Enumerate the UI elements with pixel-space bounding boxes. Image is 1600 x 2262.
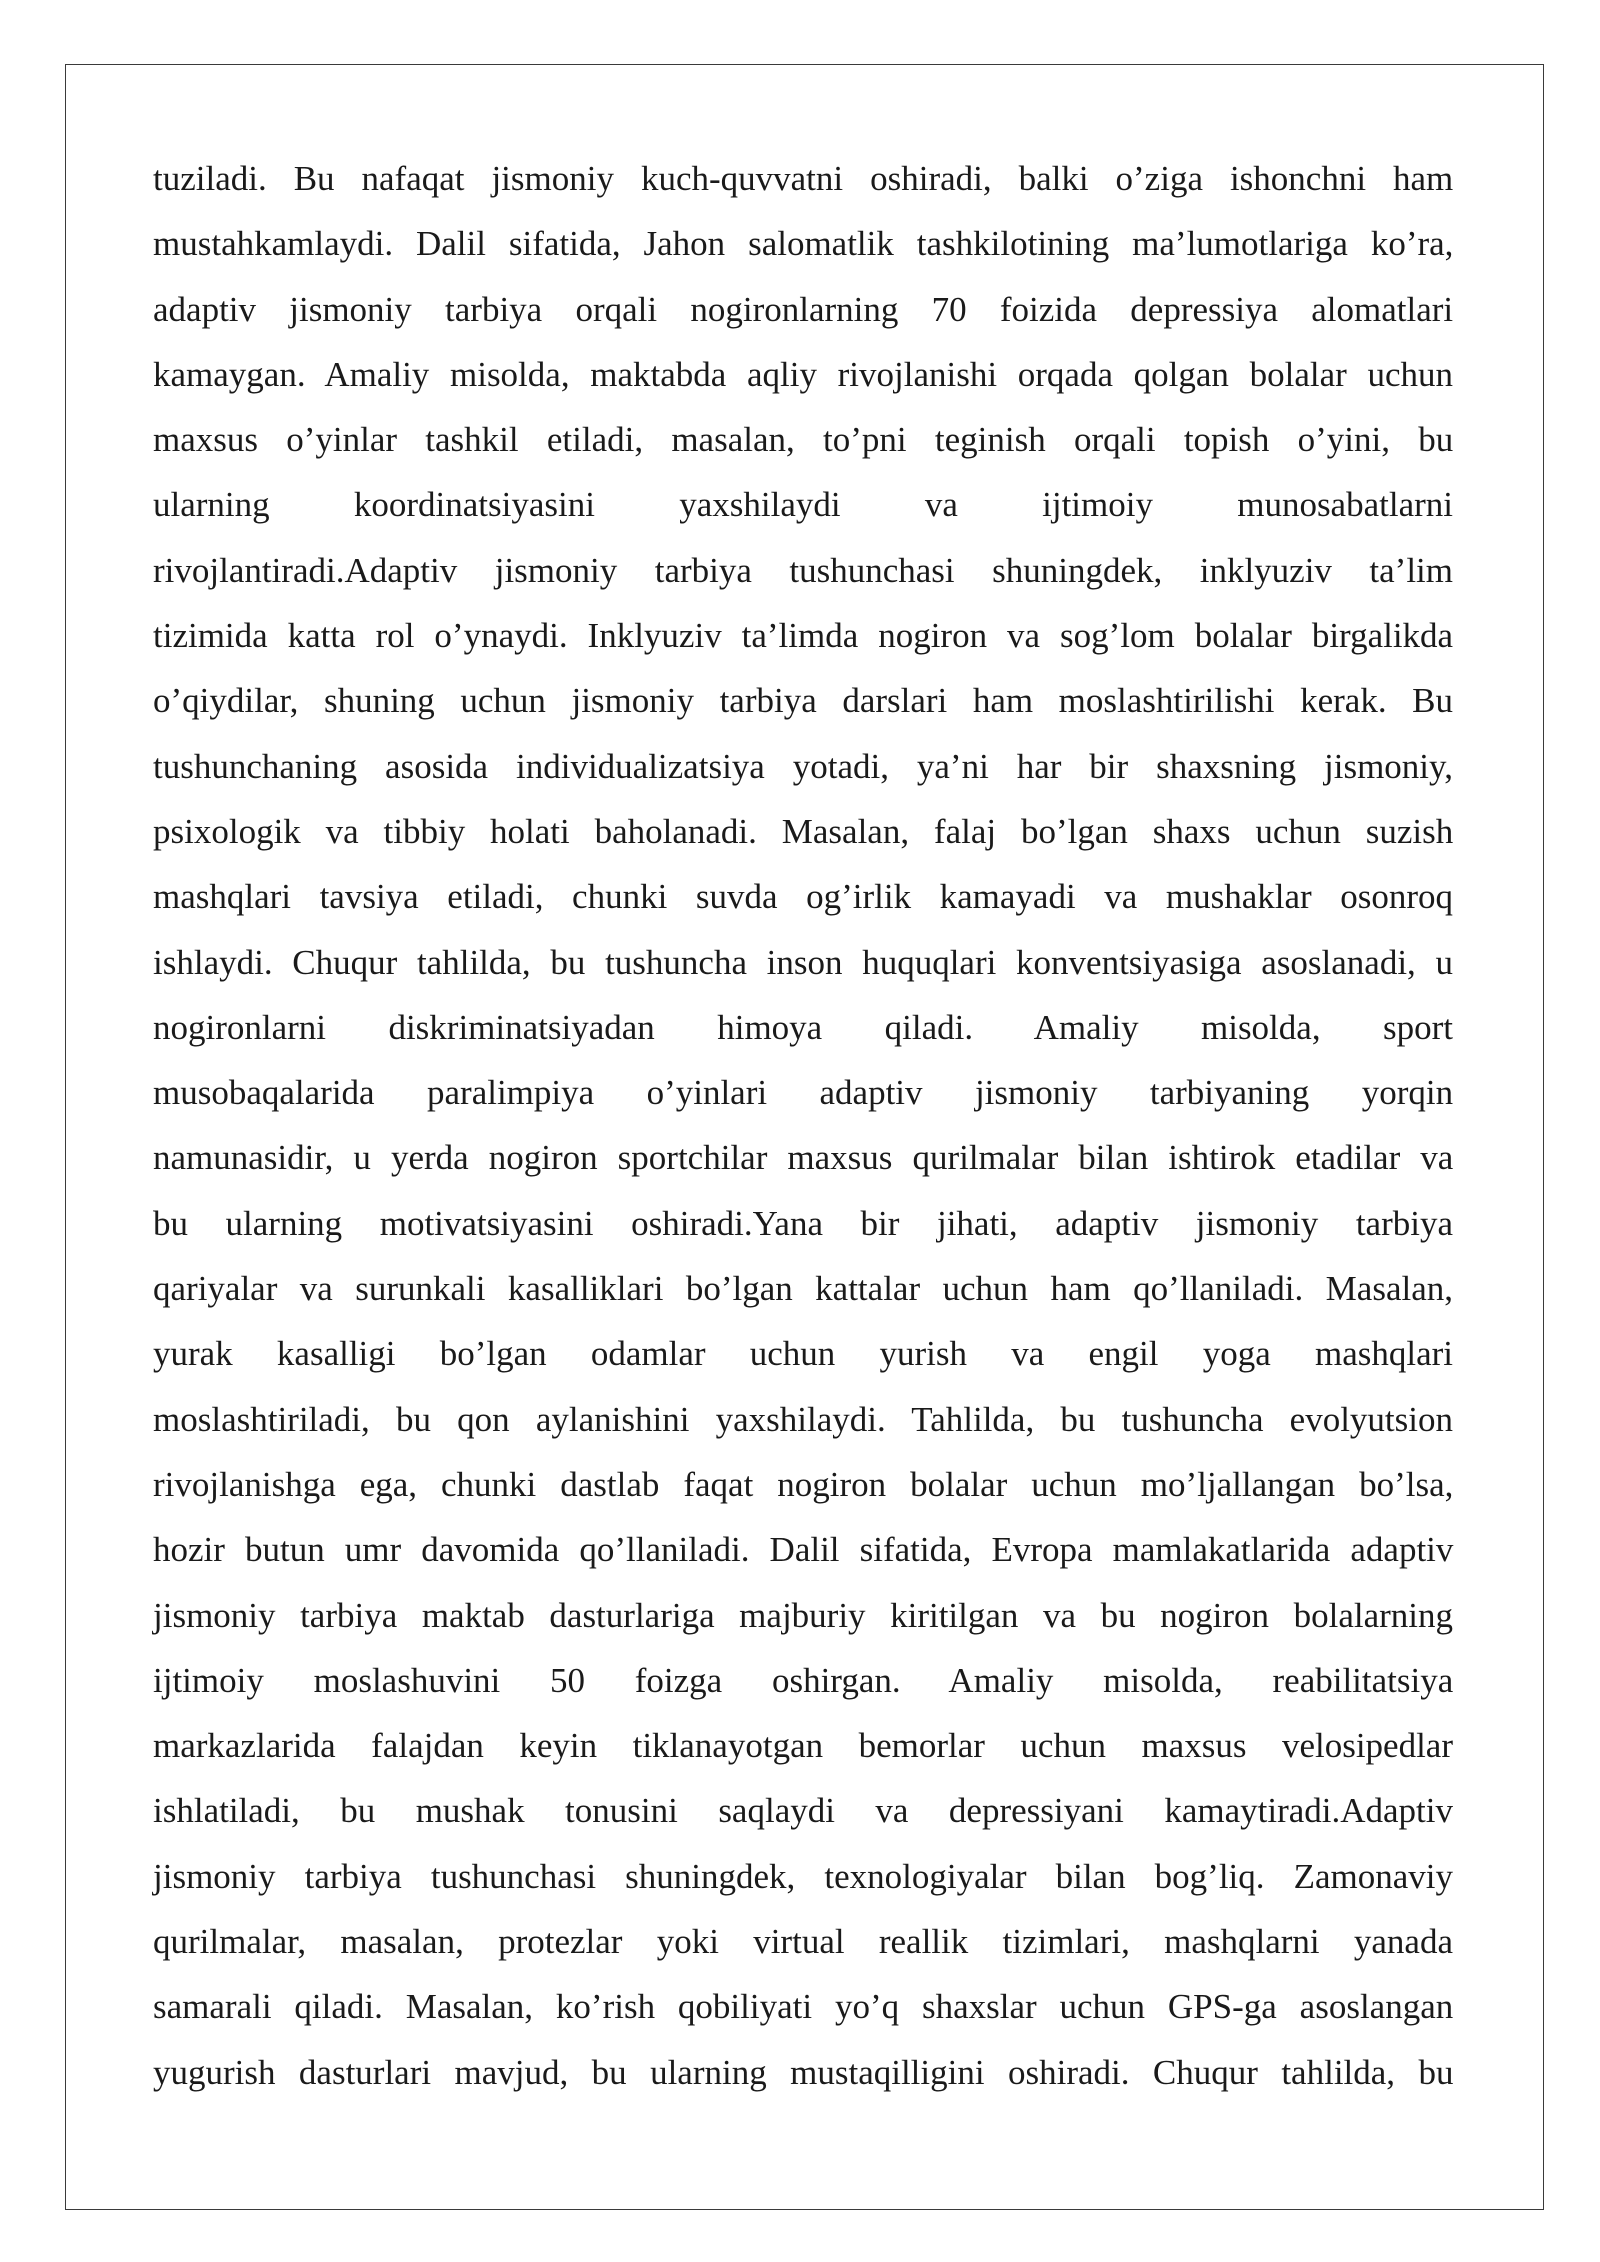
- text-line: yugurish dasturlari mavjud, bu ularning mustaqilligini oshiradi. Chuqur tahlilda, bu: [153, 2052, 1454, 2092]
- text-line: rivojlanishga ega, chunki dastlab faqat nogiron bolalar uchun mo’ljallangan bo’lsa,: [153, 1464, 1454, 1504]
- text-line: mustahkamlaydi. Dalil sifatida, Jahon salomatlik tashkilotining ma’lumotlariga ko’ra,: [153, 224, 1454, 264]
- text-line: psixologik va tibbiy holati baholanadi. Masalan, falaj bo’lgan shaxs uchun suzish: [153, 811, 1454, 851]
- text-line: musobaqalarida paralimpiya o’yinlari adaptiv jismoniy tarbiyaning yorqin: [153, 1073, 1454, 1113]
- text-line: jismoniy tarbiya maktab dasturlariga majburiy kiritilgan va bu nogiron bolalarning: [153, 1595, 1453, 1635]
- text-line: adaptiv jismoniy tarbiya orqali nogironlarning 70 foizida depressiya alomatlari: [153, 289, 1454, 329]
- text-line: mashqlari tavsiya etiladi, chunki suvda og’irlik kamayadi va mushaklar osonroq: [153, 877, 1453, 917]
- text-line: qurilmalar, masalan, protezlar yoki virtual reallik tizimlari, mashqlarni yanada: [153, 1922, 1453, 1962]
- text-line: bu ularning motivatsiyasini oshiradi.Yana bir jihati, adaptiv jismoniy tarbiya: [153, 1203, 1453, 1243]
- text-line: rivojlantiradi.Adaptiv jismoniy tarbiya tushunchasi shuningdek, inklyuziv ta’lim: [153, 550, 1453, 590]
- text-line: samarali qiladi. Masalan, ko’rish qobiliyati yo’q shaxslar uchun GPS-ga asoslangan: [153, 1987, 1454, 2027]
- text-line: nogironlarni diskriminatsiyadan himoya qiladi. Amaliy misolda, sport: [153, 1007, 1453, 1047]
- text-line: namunasidir, u yerda nogiron sportchilar maxsus qurilmalar bilan ishtirok etadilar va: [153, 1138, 1454, 1178]
- text-line: jismoniy tarbiya tushunchasi shuningdek, texnologiyalar bilan bog’liq. Zamonaviy: [153, 1856, 1453, 1896]
- text-line: kamaygan. Amaliy misolda, maktabda aqliy rivojlanishi orqada qolgan bolalar uchun: [153, 354, 1453, 394]
- text-line: markazlarida falajdan keyin tiklanayotgan bemorlar uchun maxsus velosipedlar: [153, 1726, 1453, 1766]
- text-line: ularning koordinatsiyasini yaxshilaydi va ijtimoiy munosabatlarni: [153, 485, 1453, 525]
- text-line: tushunchaning asosida individualizatsiya yotadi, ya’ni har bir shaxsning jismoniy,: [153, 746, 1453, 786]
- text-line: tuziladi. Bu nafaqat jismoniy kuch-quvvatni oshiradi, balki o’ziga ishonchni ham: [153, 159, 1454, 198]
- text-line: yurak kasalligi bo’lgan odamlar uchun yurish va engil yoga mashqlari: [153, 1334, 1453, 1374]
- text-line: tizimida katta rol o’ynaydi. Inklyuziv ta’limda nogiron va sog’lom bolalar birgalikda: [153, 616, 1454, 656]
- text-line: ishlaydi. Chuqur tahlilda, bu tushuncha inson huquqlari konventsiyasiga asoslanadi, u: [153, 942, 1453, 982]
- document-body: [153, 146, 1453, 2106]
- text-line: qariyalar va surunkali kasalliklari bo’lgan kattalar uchun ham qo’llaniladi. Masalan,: [153, 1269, 1453, 1309]
- text-line: moslashtiriladi, bu qon aylanishini yaxshilaydi. Tahlilda, bu tushuncha evolyutsion: [153, 1399, 1453, 1439]
- text-line: o’qiydilar, shuning uchun jismoniy tarbiya darslari ham moslashtirilishi kerak. Bu: [153, 681, 1453, 721]
- text-line: hozir butun umr davomida qo’llaniladi. Dalil sifatida, Evropa mamlakatlarida adaptiv: [153, 1530, 1454, 1570]
- text-line: maxsus o’yinlar tashkil etiladi, masalan, to’pni teginish orqali topish o’yini, bu: [153, 420, 1454, 460]
- text-line: ishlatiladi, bu mushak tonusini saqlaydi va depressiyani kamaytiradi.Adaptiv: [153, 1791, 1453, 1831]
- text-line: ijtimoiy moslashuvini 50 foizga oshirgan. Amaliy misolda, reabilitatsiya: [153, 1660, 1454, 1700]
